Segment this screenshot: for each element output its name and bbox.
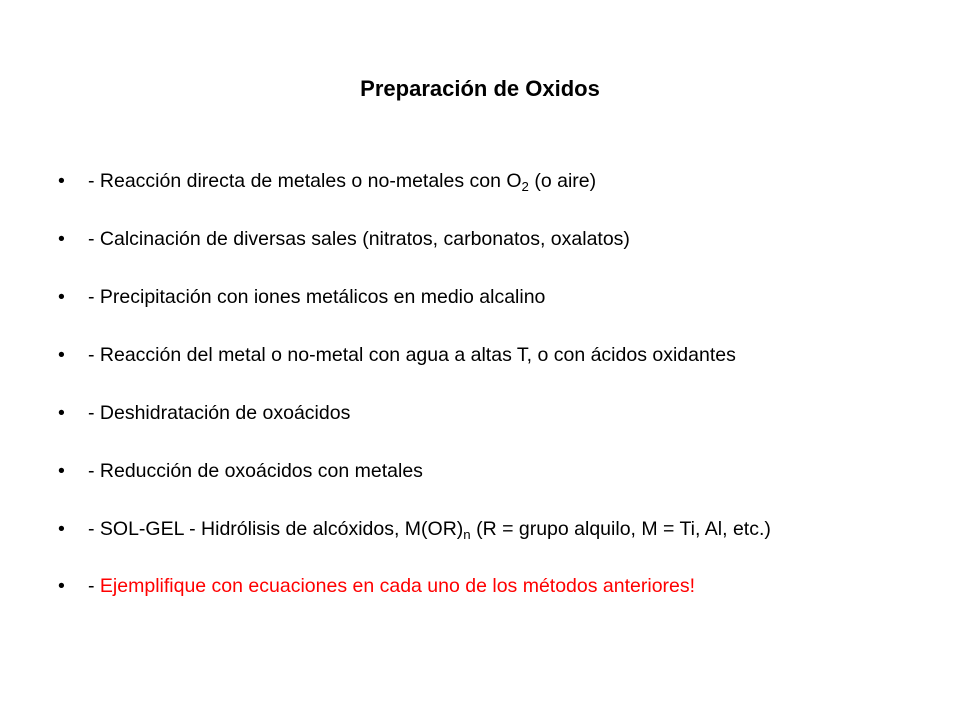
bullet-text: [88, 575, 695, 597]
bullet-text: [88, 518, 771, 540]
bullet-text: - Reducción de oxoácidos con metales: [88, 460, 423, 482]
bullet-icon: •: [58, 286, 65, 308]
bullet-prefix: -: [88, 575, 100, 597]
bullet-text: [88, 170, 596, 192]
bullet-text: - Calcinación de diversas sales (nitratos, carbonatos, oxalatos): [88, 228, 630, 250]
bullet-text: - Deshidratación de oxoácidos: [88, 402, 351, 424]
bullet-icon: •: [58, 402, 65, 424]
bullet-icon: •: [58, 575, 65, 597]
list-item: [58, 228, 908, 251]
subscript: n: [463, 526, 471, 542]
bullet-icon: •: [58, 460, 65, 482]
list-item: [58, 344, 908, 367]
bullet-list: [58, 170, 908, 633]
bullet-text-main: - Reacción directa de metales o no-metales con O: [88, 170, 522, 192]
list-item: [58, 402, 908, 425]
bullet-text-main: - SOL-GEL - Hidrólisis de alcóxidos, M(OR): [88, 518, 464, 540]
subscript: 2: [521, 178, 529, 194]
bullet-text: - Precipitación con iones metálicos en medio alcalino: [88, 286, 546, 308]
bullet-icon: •: [58, 518, 65, 540]
list-item: [58, 170, 908, 193]
list-item: [58, 575, 908, 598]
bullet-text-tail: (o aire): [528, 170, 597, 192]
slide-title: Preparación de Oxidos: [360, 76, 600, 101]
list-item: [58, 460, 908, 483]
bullet-text: - Reacción del metal o no-metal con agua a altas T, o con ácidos oxidantes: [88, 344, 736, 366]
bullet-icon: •: [58, 344, 65, 366]
list-item: [58, 518, 908, 541]
bullet-icon: •: [58, 170, 65, 192]
bullet-icon: •: [58, 228, 65, 250]
bullet-text-tail: (R = grupo alquilo, M = Ti, Al, etc.): [470, 518, 771, 540]
highlighted-instruction: Ejemplifique con ecuaciones en cada uno de los métodos anteriores!: [99, 575, 696, 597]
list-item: [58, 286, 908, 309]
